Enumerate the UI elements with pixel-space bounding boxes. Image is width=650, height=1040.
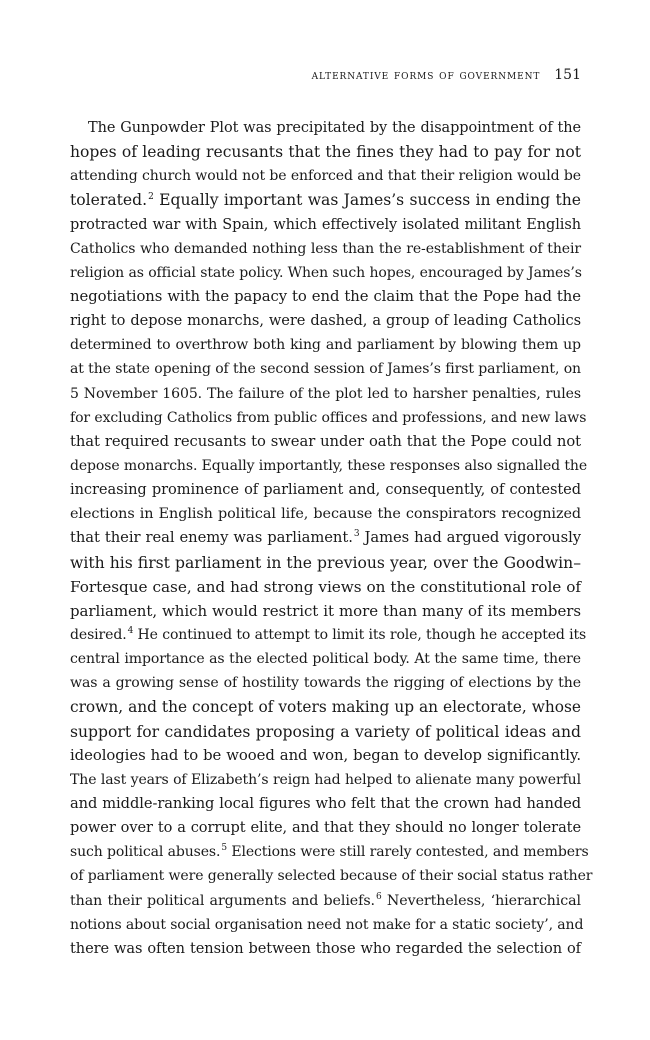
text-fragment: Elections were still rarely contested, and members xyxy=(226,844,589,861)
text-line: of parliament were generally selected because of their social status rather xyxy=(70,868,593,885)
text-line: depose monarchs. Equally importantly, these responses also signalled the xyxy=(70,457,588,474)
text-line: was a growing sense of hostility towards the rigging of elections by the xyxy=(70,675,581,692)
text-line: crown, and the concept of voters making up an electorate, whose xyxy=(70,698,581,717)
footnote-marker[interactable]: 2 xyxy=(148,192,154,203)
footnote-marker[interactable]: 5 xyxy=(221,843,227,854)
text-line xyxy=(70,840,589,864)
text-line: negotiations with the papacy to end the claim that the Pope had the xyxy=(70,287,581,305)
text-line: that required recusants to swear under oath that the Pope could not xyxy=(70,432,581,450)
text-line xyxy=(70,526,581,550)
text-line xyxy=(70,889,581,913)
text-line: parliament, which would restrict it more than many of its members xyxy=(70,601,581,620)
text-fragment: that their real enemy was parliament. xyxy=(70,529,353,547)
running-title: alternative forms of government xyxy=(311,67,541,82)
text-fragment: than their political arguments and beliefs. xyxy=(70,892,375,909)
text-fragment: He continued to attempt to limit its role, though he accepted its xyxy=(133,626,587,643)
text-fragment: tolerated. xyxy=(70,191,148,210)
text-line xyxy=(70,188,581,212)
text-line: Catholics who demanded nothing less than the re-establishment of their xyxy=(70,240,581,257)
text-line: protracted war with Spain, which effectively isolated militant English xyxy=(70,216,581,233)
text-line: at the state opening of the second session of James’s first parliament, on xyxy=(70,361,581,378)
page-number: 151 xyxy=(554,67,581,83)
body-paragraph xyxy=(70,116,593,961)
text-line: increasing prominence of parliament and, consequently, of contested xyxy=(70,481,581,499)
text-line: support for candidates proposing a variety of political ideas and xyxy=(70,722,581,741)
text-line: The Gunpowder Plot was precipitated by the disappointment of the xyxy=(88,120,581,136)
text-line: elections in English political life, because the conspirators recognized xyxy=(70,506,581,523)
text-line: with his first parliament in the previous year, over the Goodwin– xyxy=(70,553,581,572)
text-line: The last years of Elizabeth’s reign had helped to alienate many powerful xyxy=(70,771,581,788)
footnote-marker[interactable]: 4 xyxy=(127,625,134,636)
text-fragment: such political abuses. xyxy=(70,844,221,861)
text-fragment: James had argued vigorously xyxy=(359,529,581,547)
text-line: Fortesque case, and had strong views on the constitutional role of xyxy=(70,577,581,596)
text-fragment: Equally important was James’s success in ending the xyxy=(153,191,581,210)
text-line: ideologies had to be wooed and won, began to develop significantly. xyxy=(70,746,581,764)
text-fragment: Nevertheless, ‘hierarchical xyxy=(381,892,581,909)
text-line: for excluding Catholics from public offices and professions, and new laws xyxy=(70,409,587,426)
text-line: power over to a corrupt elite, and that they should no longer tolerate xyxy=(70,820,581,837)
text-line: notions about social organisation need not make for a static society’, and xyxy=(70,916,584,933)
footnote-marker[interactable]: 6 xyxy=(375,891,382,902)
text-line xyxy=(70,623,587,647)
footnote-marker[interactable]: 3 xyxy=(353,529,360,540)
text-line: determined to overthrow both king and parliament by blowing them up xyxy=(70,337,581,354)
text-fragment: desired. xyxy=(70,626,127,643)
text-line: attending church would not be enforced and that their religion would be xyxy=(70,168,581,185)
text-line: hopes of leading recusants that the fines they had to pay for not xyxy=(70,143,581,162)
text-line: religion as official state policy. When such hopes, encouraged by James’s xyxy=(70,264,582,281)
running-head xyxy=(70,66,581,84)
text-line: 5 November 1605. The failure of the plot led to harsher penalties, rules xyxy=(70,385,581,402)
text-line: there was often tension between those who regarded the selection of xyxy=(70,940,581,957)
text-line: and middle-ranking local figures who felt that the crown had handed xyxy=(70,794,581,812)
text-line: central importance as the elected political body. At the same time, there xyxy=(70,651,581,668)
text-line: right to depose monarchs, were dashed, a group of leading Catholics xyxy=(70,312,581,330)
